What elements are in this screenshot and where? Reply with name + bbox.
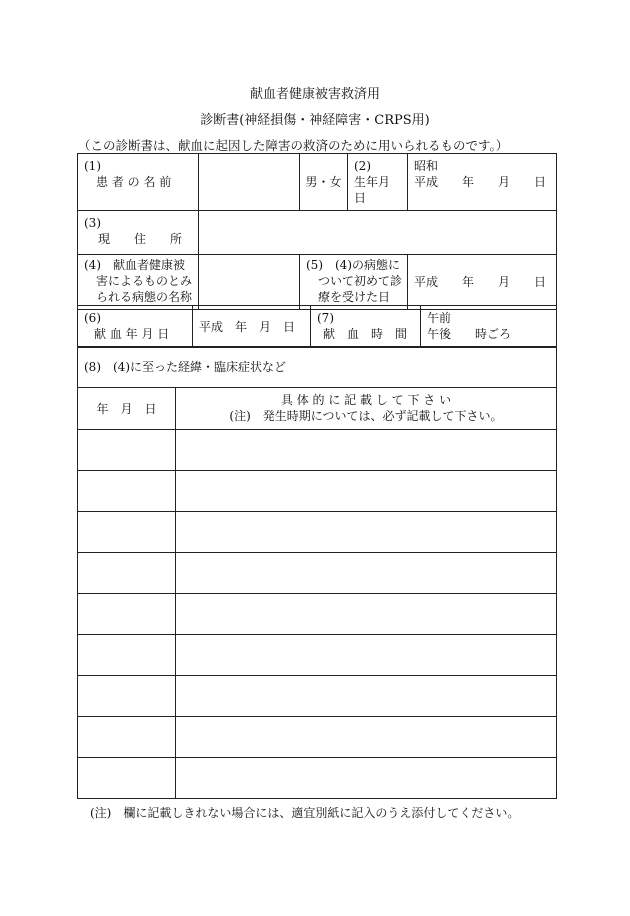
condition-name-label-2: 害によるものとみ [96, 274, 193, 288]
form-subtitle: 診断書(神経損傷・神経障害・CRPS用) [200, 113, 430, 128]
donation-time-label: 献 血 時 間 [323, 327, 408, 341]
history-date-cell[interactable] [78, 635, 176, 676]
table-row [78, 758, 557, 799]
field-number-2: (2) [354, 159, 371, 173]
history-detail-heading: 具 体 的 に 記 載 し て 下 さ い [280, 393, 452, 407]
condition-name-label-3: られる病態の名称 [96, 290, 193, 304]
donation-date-label-cell [78, 306, 193, 348]
condition-name-label-cell [78, 255, 199, 310]
address-label-cell [78, 211, 199, 255]
history-date-cell[interactable] [78, 676, 176, 717]
patient-name-label-cell [78, 154, 199, 211]
history-date-cell[interactable] [78, 471, 176, 512]
history-detail-cell[interactable] [176, 512, 557, 553]
history-detail-cell[interactable] [176, 471, 557, 512]
table-row [78, 430, 557, 471]
pm-option: 午後 時ごろ [427, 327, 512, 341]
history-detail-cell[interactable] [176, 676, 557, 717]
first-visit-label-3: 療を受けた日 [318, 290, 391, 304]
table-row [78, 553, 557, 594]
history-detail-cell[interactable] [176, 717, 557, 758]
donation-time-label-cell [311, 306, 421, 348]
birthdate-label: 生年月日 [354, 175, 391, 205]
donation-date-input[interactable]: 平成 年 月 日 [193, 306, 311, 348]
birthdate-heisei: 平成 年 月 日 [414, 175, 547, 189]
field-number-7: (7) [317, 311, 334, 325]
table-row [78, 512, 557, 553]
address-label: 現 住 所 [98, 232, 183, 246]
first-visit-label-cell [300, 255, 408, 310]
condition-name-label-1: (4) 献血者健康被 [84, 258, 185, 272]
era-showa: 昭和 [414, 159, 439, 173]
donation-info-table [77, 305, 557, 348]
history-date-cell[interactable] [78, 512, 176, 553]
first-visit-date-input[interactable]: 平成 年 月 日 [408, 255, 557, 310]
field-number-6: (6) [84, 311, 101, 325]
history-col-detail-header [176, 388, 557, 430]
table-row [78, 676, 557, 717]
field-number-1: (1) [84, 159, 101, 173]
first-visit-label-2: ついて初めて診 [318, 274, 403, 288]
table-row [78, 717, 557, 758]
clinical-history-table [77, 346, 557, 799]
table-row [78, 635, 557, 676]
history-detail-cell[interactable] [176, 430, 557, 471]
history-detail-cell[interactable] [176, 758, 557, 799]
table-row [78, 471, 557, 512]
birthdate-input[interactable] [408, 154, 557, 211]
history-date-cell[interactable] [78, 758, 176, 799]
history-detail-cell[interactable] [176, 594, 557, 635]
patient-name-label: 患 者 の 名 前 [96, 175, 172, 189]
history-date-cell[interactable] [78, 717, 176, 758]
history-date-cell[interactable] [78, 594, 176, 635]
history-date-cell[interactable] [78, 553, 176, 594]
history-date-cell[interactable] [78, 430, 176, 471]
form-title: 献血者健康被害救済用 [249, 87, 380, 102]
table-row [78, 594, 557, 635]
condition-name-input[interactable] [199, 255, 300, 310]
field-number-3: (3) [84, 216, 101, 230]
form-intro: （この診断書は、献血に起因した障害の救済のために用いられるものです。） [78, 138, 509, 153]
history-detail-note: (注) 発生時期については、必ず記載して下さい。 [229, 409, 503, 423]
history-section-label: (8) (4)に至った経緯・臨床症状など [78, 347, 557, 388]
history-col-date-header: 年 月 日 [78, 388, 176, 430]
am-option: 午前 [427, 311, 452, 325]
donation-date-label: 献 血 年 月 日 [94, 327, 170, 341]
history-detail-cell[interactable] [176, 553, 557, 594]
first-visit-label-1: (5) (4)の病態に [306, 258, 400, 272]
history-detail-cell[interactable] [176, 635, 557, 676]
footer-note: (注) 欄に記載しきれない場合には、適宜別紙に記入のうえ添付してください。 [90, 806, 520, 820]
address-input[interactable] [199, 211, 557, 255]
patient-name-input[interactable] [199, 154, 300, 211]
birthdate-label-cell [348, 154, 408, 211]
donation-time-input[interactable] [421, 306, 557, 348]
sex-selector[interactable]: 男・女 [300, 154, 348, 211]
patient-info-table [77, 153, 557, 310]
